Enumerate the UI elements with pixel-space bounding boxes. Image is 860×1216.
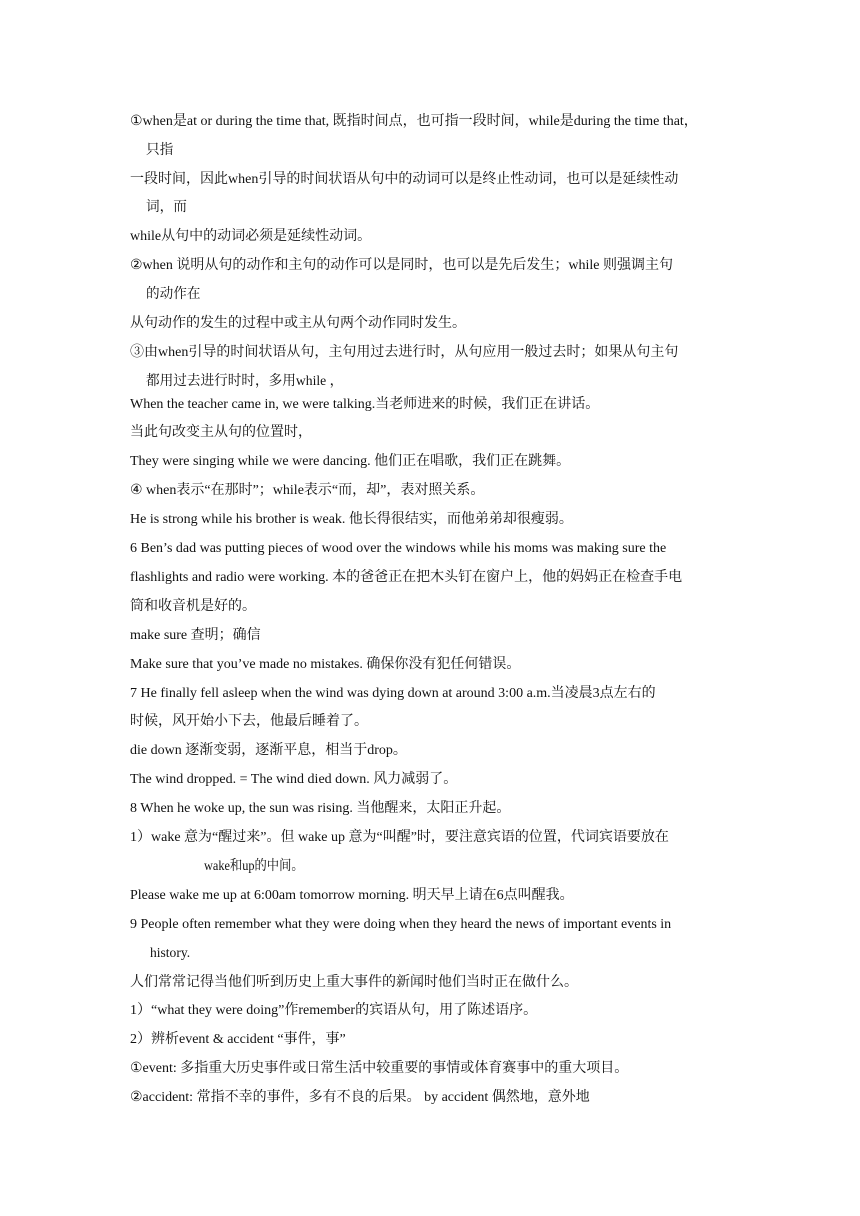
- text-line: die down 逐渐变弱，逐渐平息，相当于drop。: [130, 743, 407, 758]
- text-line: 9 People often remember what they were doing when they heard the news of important events in: [130, 917, 672, 932]
- text-line: He is strong while his brother is weak. 他长得很结实，而他弟弟却很瘦弱。: [130, 512, 573, 527]
- text-line: 7 He finally fell asleep when the wind was dying down at around 3:00 a.m.当凌晨3点左右的: [130, 686, 656, 701]
- text-line: 筒和收音机是好的。: [130, 599, 256, 614]
- text-line: 时候，风开始小下去，他最后睡着了。: [130, 714, 368, 729]
- text-line: make sure 查明；确信: [130, 628, 261, 643]
- text-line: ①event: 多指重大历史事件或日常生活中较重要的事情或体育赛事中的重大项目。: [130, 1061, 629, 1076]
- text-line: history.: [150, 946, 191, 961]
- text-line: ④ when表示“在那时”；while表示“而，却”，表对照关系。: [130, 483, 485, 498]
- text-line: 当此句改变主从句的位置时，: [130, 425, 312, 440]
- text-line: 6 Ben’s dad was putting pieces of wood over the windows while his moms was making sure the: [130, 541, 667, 556]
- text-line: ②accident: 常指不幸的事件，多有不良的后果。 by accident 偶然地，意外地: [130, 1090, 590, 1105]
- text-line: 都用过去进行时时，多用while ，: [146, 374, 344, 389]
- text-line: Please wake me up at 6:00am tomorrow morning. 明天早上请在6点叫醒我。: [130, 888, 574, 903]
- text-line: They were singing while we were dancing. 他们正在唱歌，我们正在跳舞。: [130, 454, 571, 469]
- text-line: 8 When he woke up, the sun was rising. 当他醒来，太阳正升起。: [130, 801, 511, 816]
- text-line: When the teacher came in, we were talking.当老师进来的时候，我们正在讲话。: [130, 397, 600, 412]
- text-line: 1）“what they were doing”作remember的宾语从句，用了陈述语序。: [130, 1003, 538, 1018]
- text-line: 词，而: [146, 200, 187, 215]
- text-line: 人们常常记得当他们听到历史上重大事件的新闻时他们当时正在做什么。: [130, 975, 578, 990]
- text-line: flashlights and radio were working. 本的爸爸正在把木头钉在窗户上，他的妈妈正在检查手电: [130, 570, 683, 585]
- text-line: 只指: [146, 143, 174, 158]
- text-line: while从句中的动词必须是延续性动词。: [130, 229, 372, 244]
- text-line: 2）辨析event & accident “事件，事”: [130, 1032, 346, 1047]
- text-line: 从句动作的发生的过程中或主从句两个动作同时发生。: [130, 316, 466, 331]
- text-line: ①when是at or during the time that, 既指时间点，也可指一段时间，while是during the time that，: [130, 114, 698, 129]
- text-line: 一段时间，因此when引导的时间状语从句中的动词可以是终止性动词，也可以是延续性动: [130, 172, 679, 187]
- text-line: Make sure that you’ve made no mistakes. 确保你没有犯任何错误。: [130, 657, 521, 672]
- text-line: 的动作在: [146, 287, 201, 302]
- text-line: ②when 说明从句的动作和主句的动作可以是同时，也可以是先后发生；while 则强调主句: [130, 258, 673, 273]
- text-line: wake和up的中间。: [204, 859, 304, 874]
- text-line: 1）wake 意为“醒过来”。但 wake up 意为“叫醒”时，要注意宾语的位置，代词宾语要放在: [130, 830, 669, 845]
- text-line: The wind dropped. = The wind died down. 风力减弱了。: [130, 772, 458, 787]
- text-line: ③由when引导的时间状语从句，主句用过去进行时，从句应用一般过去时；如果从句主句: [130, 345, 679, 360]
